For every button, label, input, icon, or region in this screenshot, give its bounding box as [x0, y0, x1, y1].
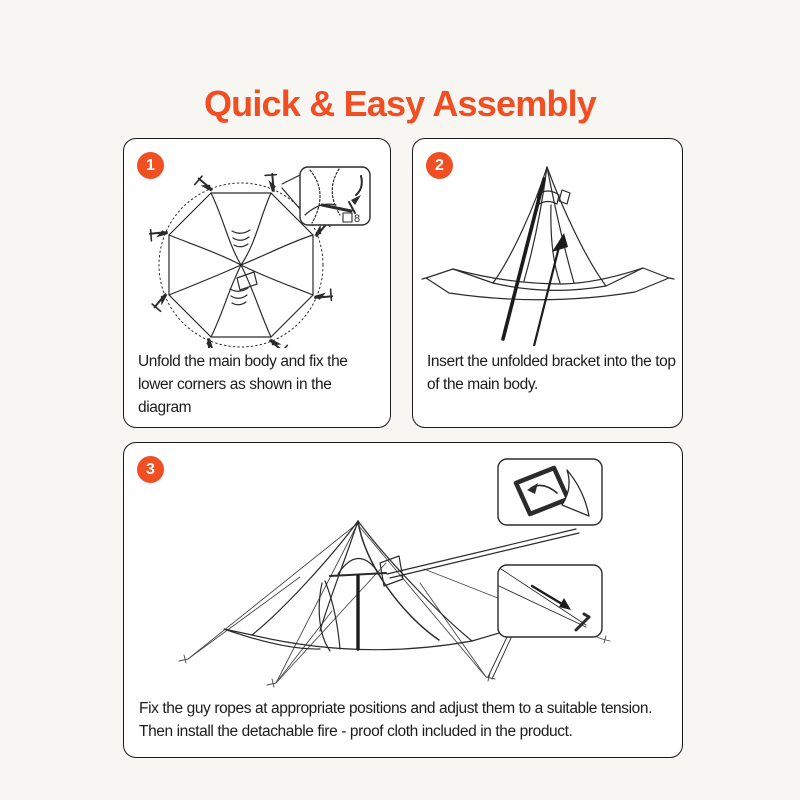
bracket-insert-illustration	[413, 143, 684, 351]
step-1-panel	[123, 138, 391, 428]
unfold-diagram-illustration	[124, 143, 392, 348]
step-3-caption: Fix the guy ropes at appropriate positions and adjust them to a suitable tension. Then install the detachable fire - proof cloth included in the product.	[139, 700, 653, 740]
stake-quantity-label: 8	[354, 213, 361, 225]
step-2-caption: Insert the unfolded bracket into the top of the main body.	[427, 353, 676, 393]
guy-rope-tension-callout	[488, 565, 602, 679]
step-1-number-badge: 1	[137, 152, 164, 179]
stake-detail-callout	[282, 167, 370, 225]
page-title: Quick & Easy Assembly	[203, 83, 597, 125]
step-1-caption: Unfold the main body and fix the lower corners as shown in the diagram	[138, 353, 348, 416]
step-3-panel	[123, 442, 683, 758]
fireproof-cloth-callout	[498, 459, 602, 525]
step-2-panel	[412, 138, 683, 428]
guy-ropes-illustration	[124, 443, 680, 693]
step-2-number-badge: 2	[426, 152, 453, 179]
step-3-number-badge: 3	[137, 456, 164, 483]
